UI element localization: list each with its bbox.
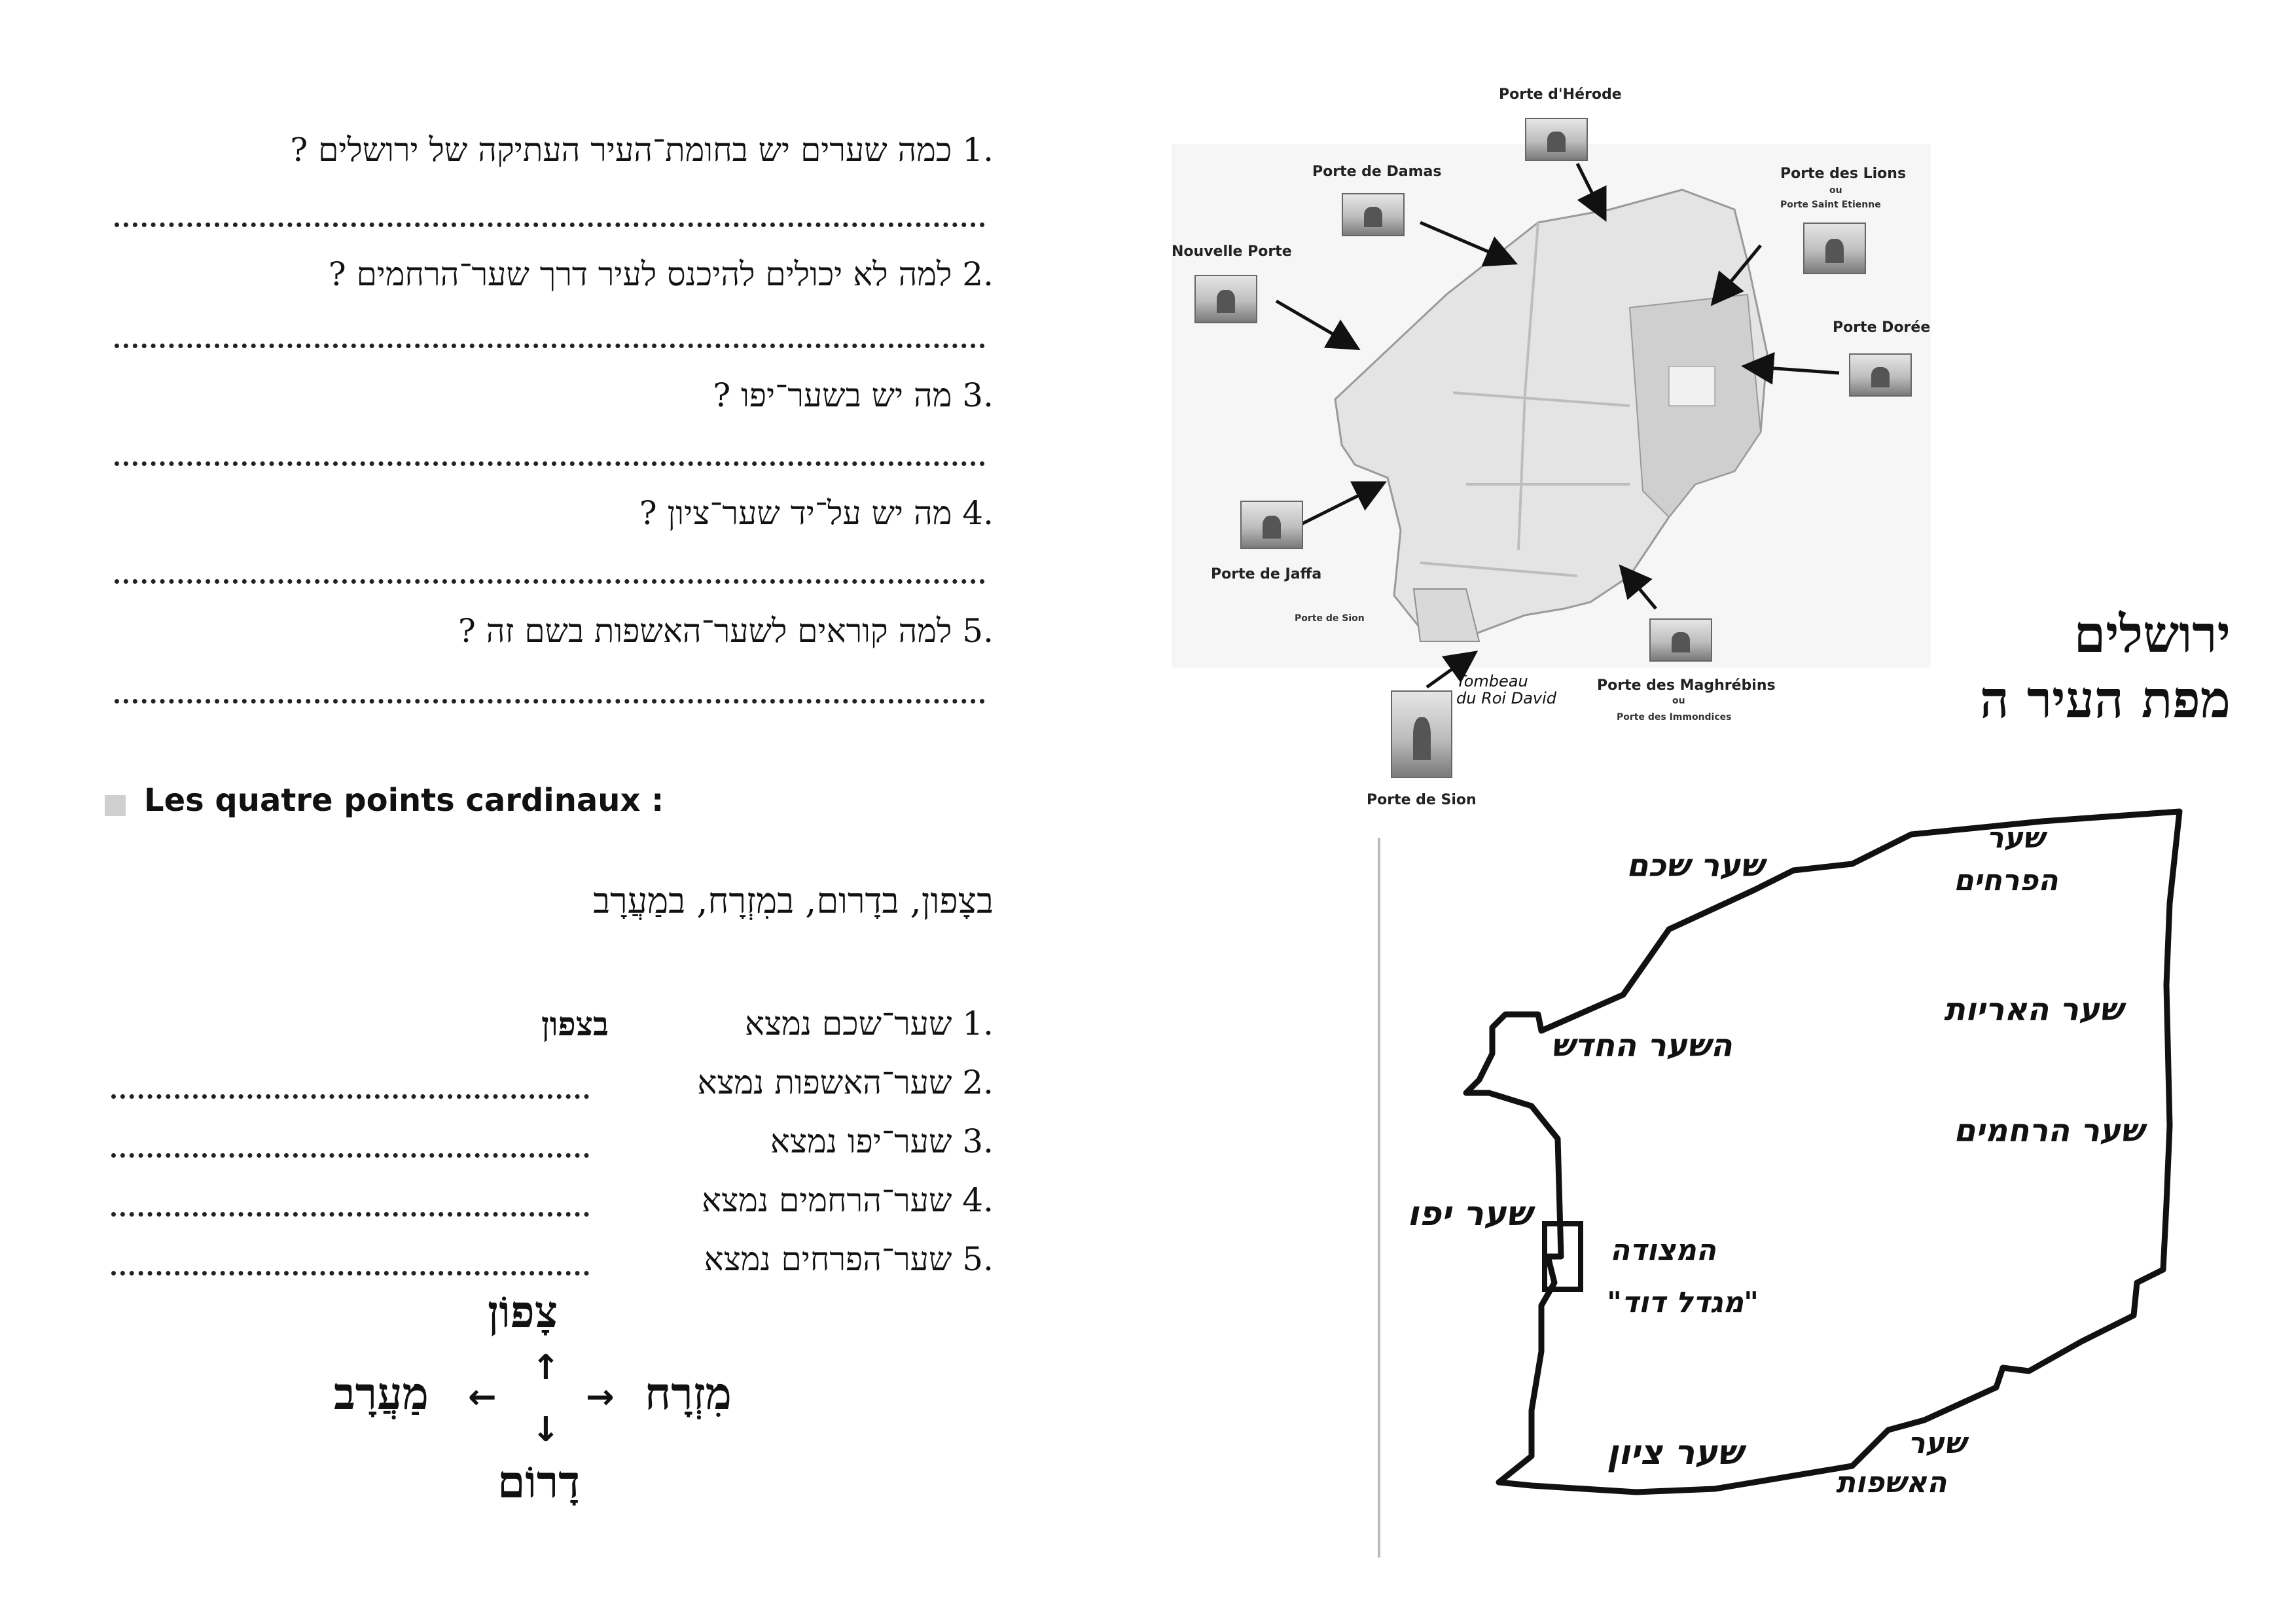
hand-label-tzion: שער ציון: [1607, 1433, 1743, 1472]
page-title: [1980, 602, 2231, 733]
question-text: למה קוראים לשער־האשפות בשם זה ?: [458, 612, 952, 650]
label-doree: Porte Dorée: [1833, 319, 1931, 336]
label-sion: Porte de Sion: [1367, 792, 1477, 808]
item-text: שער־הפרחים נמצא: [704, 1240, 952, 1278]
label-herode: Porte d'Hérode: [1499, 86, 1622, 103]
item-number: .2: [962, 1063, 994, 1101]
arrow-right-icon: →: [586, 1378, 615, 1417]
hand-label-metzuda-1: המצודה: [1610, 1234, 1716, 1267]
question-1: [290, 131, 994, 169]
answer-line-3[interactable]: [115, 461, 985, 466]
arrow-down-icon: ↓: [531, 1410, 560, 1450]
cardinal-heading: Les quatre points cardinaux :: [144, 782, 664, 819]
title-line-1: ירושלים: [2073, 605, 2231, 664]
hand-label-metzuda-2: "מגדל דוד": [1607, 1286, 1759, 1319]
arrow-up-icon: ↑: [531, 1348, 560, 1387]
cardinal-item-4: [702, 1181, 994, 1219]
dome-of-rock: [1669, 366, 1715, 406]
question-text: כמה שערים יש בחומת־העיר העתיקה של ירושלים ?: [290, 131, 952, 169]
question-number: .5: [962, 612, 994, 650]
cardinal-answer-line-4[interactable]: [111, 1212, 589, 1217]
hand-label-chadash: השער החדש: [1551, 1027, 1732, 1064]
label-sion-small: Porte de Sion: [1295, 613, 1365, 624]
item-text: שער־האשפות נמצא: [697, 1063, 952, 1101]
label-maghrebins-alt: Porte des Immondices: [1617, 712, 1732, 722]
photo-sion: [1391, 690, 1452, 778]
hand-label-prachim-2: הפרחים: [1954, 864, 2058, 897]
photo-nouvelle: [1194, 275, 1257, 323]
cardinal-answer-line-5[interactable]: [111, 1271, 589, 1275]
title-line-2: מפת העיר ה: [1979, 670, 2231, 730]
item-text: שער־יפו נמצא: [770, 1122, 952, 1160]
hand-drawn-map: [1427, 798, 2212, 1551]
label-lions-ou: ou: [1829, 185, 1842, 196]
hand-label-yafo: שער יפו: [1407, 1194, 1532, 1234]
item-number: .1: [962, 1005, 994, 1043]
photo-herode: [1525, 118, 1588, 161]
cardinal-item-2: [697, 1063, 994, 1101]
cardinal-words-line: בצָפון, בדָרום, במִזְרָח, במַעֲרָב: [593, 880, 994, 921]
label-lions: Porte des Lions: [1780, 166, 1907, 182]
answer-line-2[interactable]: [115, 344, 985, 348]
photo-lions: [1803, 223, 1866, 274]
label-maghrebins-ou: ou: [1672, 696, 1685, 706]
tombeau-line-2: du Roi David: [1456, 689, 1557, 707]
question-3: [713, 376, 994, 414]
question-number: .2: [962, 255, 994, 293]
hand-drawn-wall: [1466, 812, 2179, 1492]
compass-south: דָרוֹם: [497, 1456, 580, 1508]
question-number: .4: [962, 494, 994, 532]
hand-label-ashpot-2: האשפות: [1836, 1466, 1947, 1499]
arrow-left-icon: ←: [468, 1378, 497, 1417]
question-text: למה לא יכולים להיכנס לעיר דרך שער־הרחמים ?: [328, 255, 952, 293]
compass-west: מַעֲרָב: [334, 1368, 429, 1420]
photo-doree: [1849, 353, 1912, 397]
hand-label-arayot: שער האריות: [1944, 991, 2123, 1028]
answer-line-1[interactable]: [115, 223, 985, 227]
label-nouvelle: Nouvelle Porte: [1172, 243, 1292, 260]
hand-label-prachim-1: שער: [1986, 821, 2045, 855]
question-number: .1: [962, 131, 994, 169]
compass-east: מִזְרָח: [645, 1368, 732, 1420]
cardinal-answer-1: בצפון: [541, 1005, 609, 1043]
hand-label-ashpot-1: שער: [1908, 1427, 1966, 1460]
item-number: .4: [962, 1181, 994, 1219]
photo-damas: [1342, 193, 1405, 236]
question-text: מה יש בשער־יפו ?: [713, 376, 952, 414]
cardinal-item-1: [745, 1005, 994, 1043]
item-number: .5: [962, 1240, 994, 1278]
hand-label-shchem: שער שכם: [1626, 847, 1765, 884]
label-lions-alt: Porte Saint Etienne: [1780, 200, 1881, 210]
item-text: שער־הרחמים נמצא: [702, 1181, 952, 1219]
compass-north: צָפוֹן: [488, 1286, 558, 1338]
cardinal-bullet: [105, 795, 126, 816]
label-maghrebins: Porte des Maghrébins: [1597, 677, 1776, 694]
answer-line-5[interactable]: [115, 699, 985, 704]
question-4: [639, 494, 994, 532]
photo-maghrebins: [1649, 618, 1712, 662]
tombeau-note: [1456, 673, 1556, 707]
question-number: .3: [962, 376, 994, 414]
item-number: .3: [962, 1122, 994, 1160]
tombeau-line-1: Tombeau: [1456, 672, 1528, 690]
label-damas: Porte de Damas: [1312, 164, 1442, 180]
cardinal-answer-line-3[interactable]: [111, 1153, 589, 1158]
answer-line-4[interactable]: [115, 579, 985, 584]
photo-jaffa: [1240, 501, 1303, 549]
question-2: [329, 255, 994, 293]
cardinal-item-3: [770, 1122, 994, 1160]
item-text: שער־שכם נמצא: [744, 1005, 952, 1043]
question-text: מה יש על־יד שער־ציון ?: [639, 494, 952, 532]
hand-label-rachamim: שער הרחמים: [1954, 1113, 2144, 1149]
cardinal-item-5: [704, 1240, 994, 1278]
label-jaffa: Porte de Jaffa: [1211, 566, 1322, 582]
question-5: [458, 612, 994, 650]
cardinal-answer-line-2[interactable]: [111, 1094, 589, 1099]
page-fold: [1378, 838, 1380, 1558]
